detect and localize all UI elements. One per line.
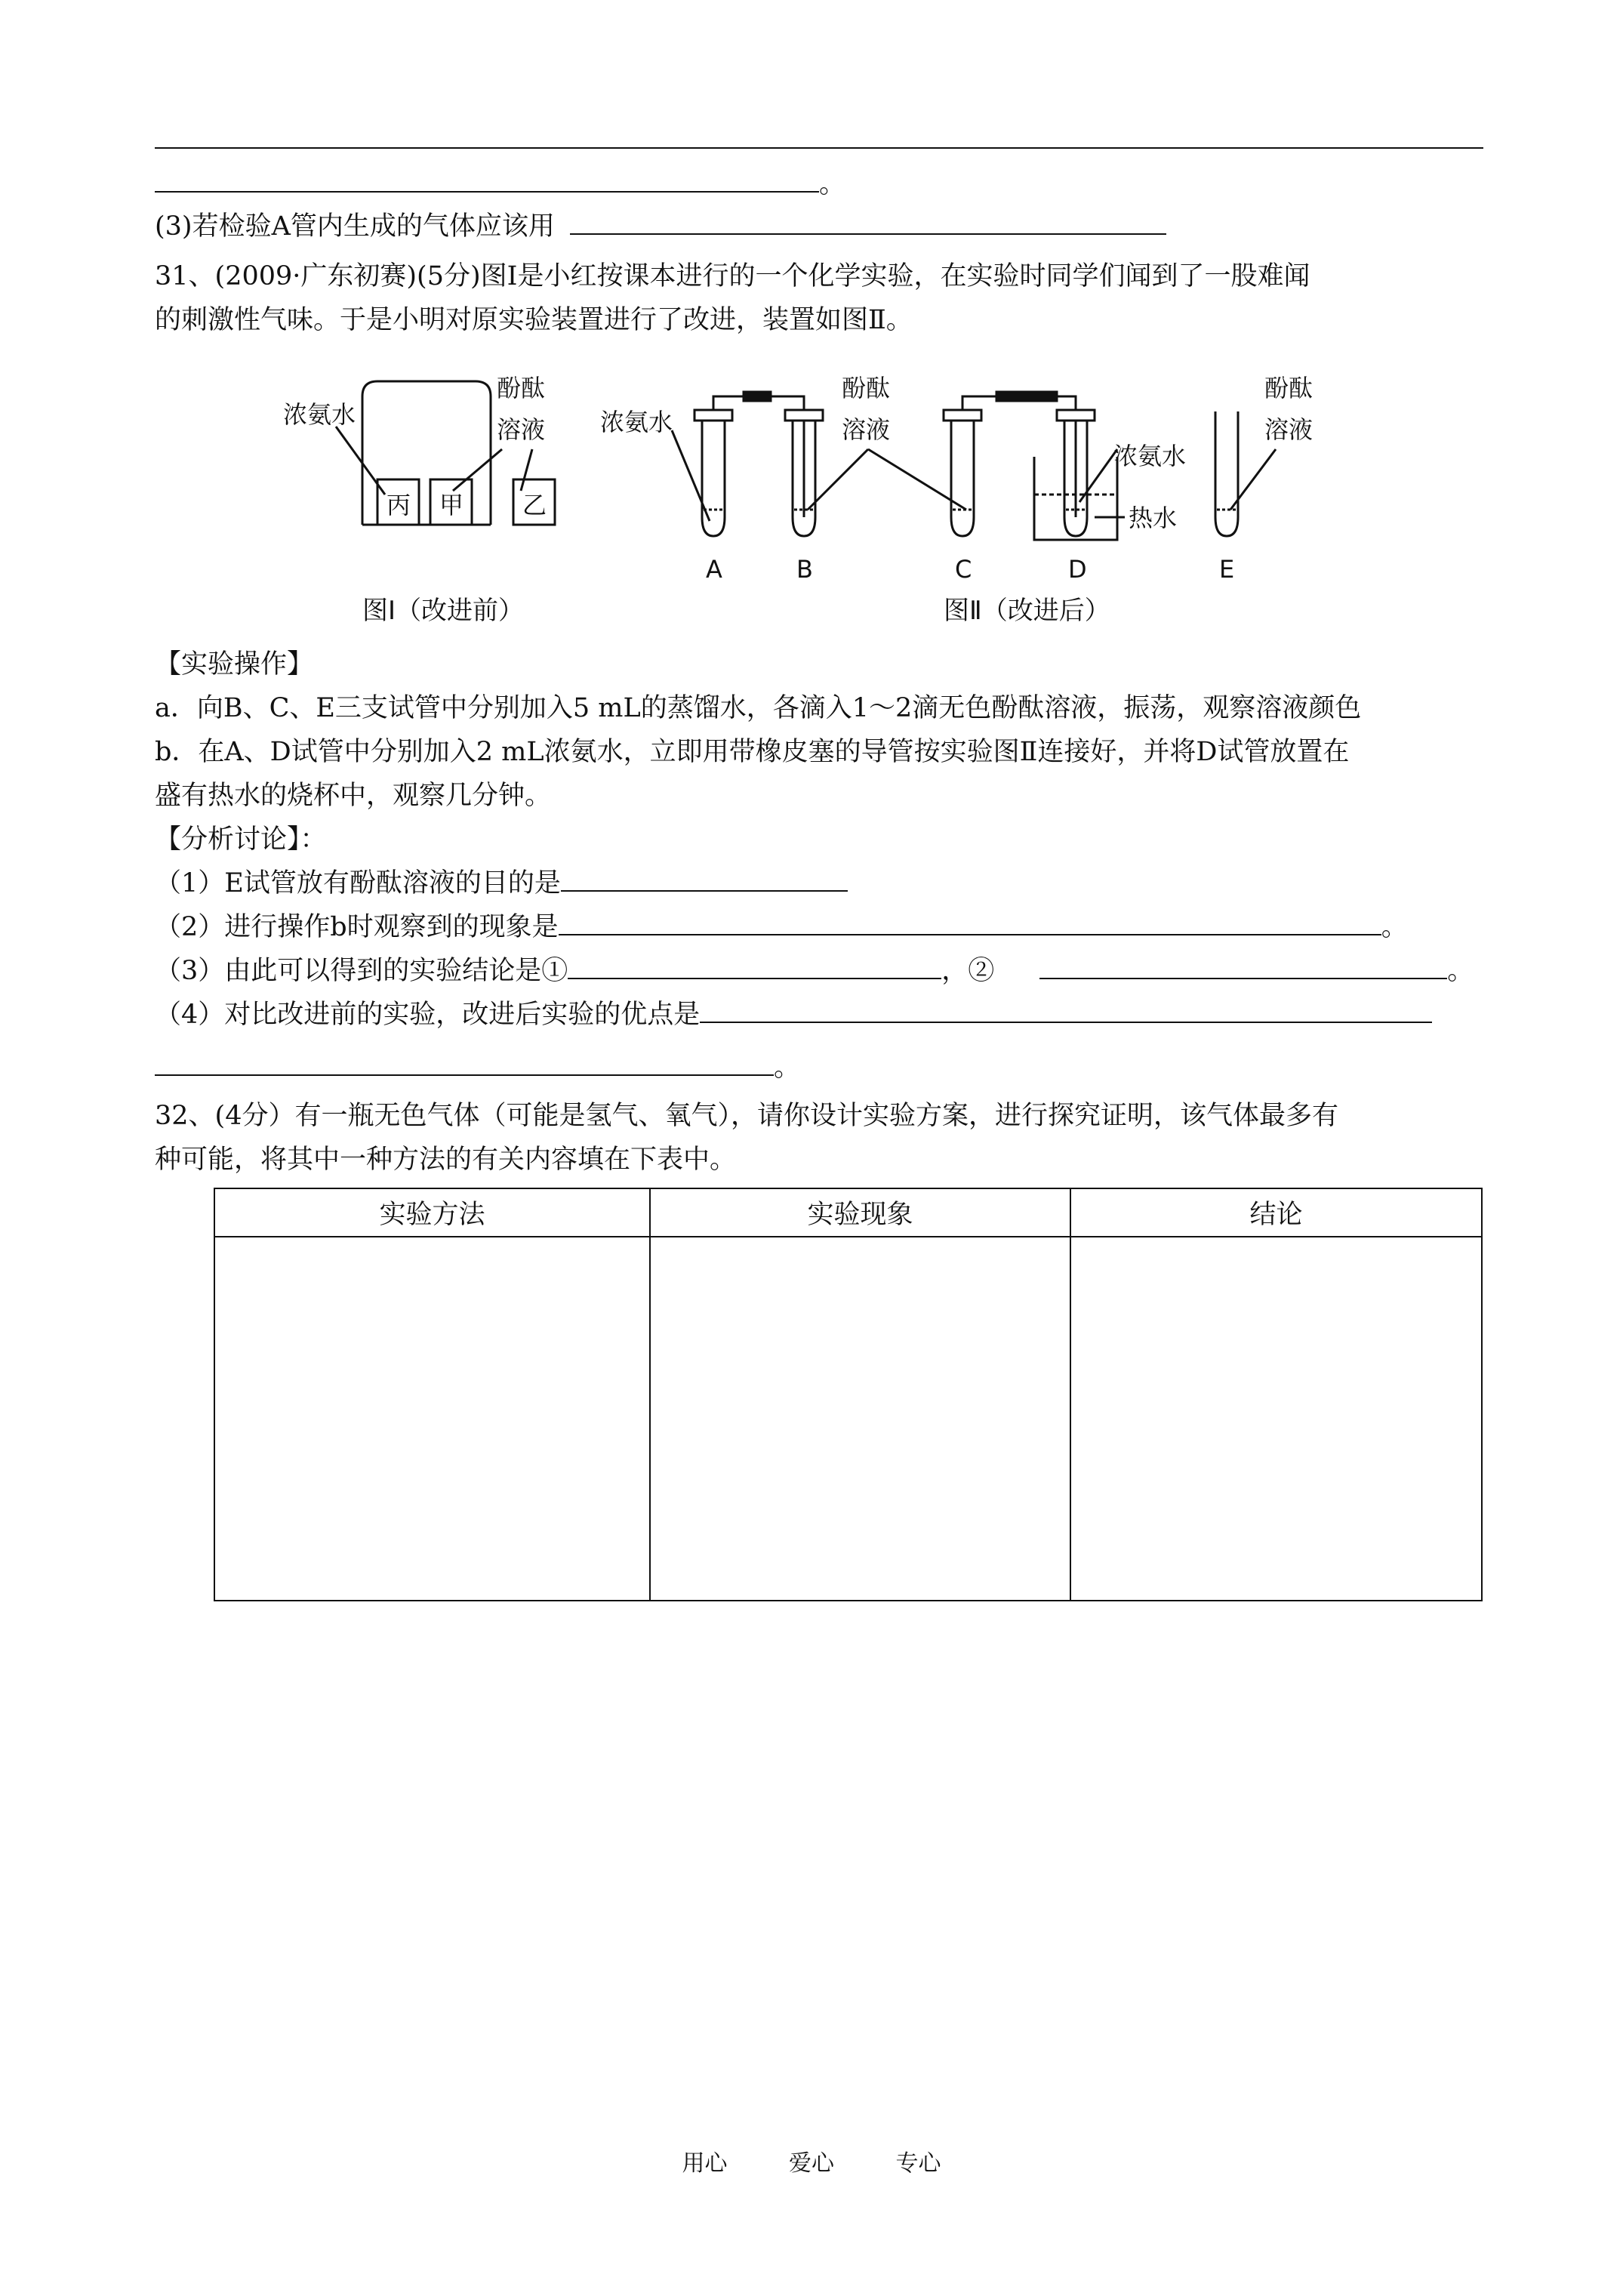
q31-intro-line2: 的刺激性气味。于是小明对原实验装置进行了改进，装置如图Ⅱ。 [155,305,913,335]
disc-item-3: （3）由此可以得到的实验结论是① ，② 。 [155,956,1474,986]
beaker-yi-label: 乙 [522,491,547,519]
q32-line1: 32、(4分）有一瓶无色气体（可能是氢气、氧气），请你设计实验方案，进行探究证明，该气体最多有 [155,1101,1338,1131]
disc-item-1: （1）E试管放有酚酞溶液的目的是 [155,867,848,900]
op-b-line1: b．在A、D试管中分别加入2 mL浓氨水，立即用带橡皮塞的导管按实验图Ⅱ连接好，并将D试管放置在 [155,737,1350,767]
tube-a [702,419,725,536]
q30-item3: (3)若检验A管内生成的气体应该用 [155,210,1166,243]
fig1-ammonia-label: 浓氨水 [283,400,356,429]
disc-3-blank-2[interactable] [1039,955,1447,979]
footer-word-2: 爱心 [789,2150,834,2177]
top-rule [155,147,1483,149]
experiment-figure [272,366,1344,630]
cell-conclusion[interactable] [1070,1237,1482,1601]
op-b-line2: 盛有热水的烧杯中，观察几分钟。 [155,781,552,811]
fig2-hot-water-label: 热水 [1129,504,1178,532]
header-method: 实验方法 [214,1188,650,1237]
cell-phenomenon[interactable] [650,1237,1070,1601]
answer-table-header [214,1188,1482,1237]
footer-word-1: 用心 [682,2150,728,2177]
header-phenomenon: 实验现象 [650,1188,1070,1237]
header-conclusion: 结论 [1070,1188,1482,1237]
q31-intro-line1: 31、(2009·广东初赛)(5分)图Ⅰ是小红按课本进行的一个化学实验，在实验时同学们闻到了一股难闻 [155,261,1310,291]
beaker-jia-label: 甲 [439,491,464,519]
tube-letter-b: B [796,555,813,584]
fig1-phenol-label-1: 酚酞 [497,374,546,402]
fig1-phenol-label-2: 溶液 [497,415,546,444]
q30-item3-blank[interactable] [570,211,1166,235]
beaker-bing-label: 丙 [387,491,411,519]
fig2-phenol-label-2: 溶液 [842,415,891,444]
disc-heading: 【分析讨论】： [155,824,327,855]
q32-line2: 种可能，将其中一种方法的有关内容填在下表中。 [155,1145,737,1175]
fig2-e-phenol-label-2: 溶液 [1264,415,1313,444]
tube-letter-a: A [706,555,722,584]
figure-caption-2: 图Ⅱ（改进后） [944,596,1110,626]
fig2-e-phenol-label-1: 酚酞 [1264,374,1313,402]
tube-e [1215,411,1238,536]
table-row [214,1237,1482,1601]
op-heading: 【实验操作】 [155,649,314,680]
fig2-phenol-label-1: 酚酞 [842,374,891,402]
disc-1-blank[interactable] [561,868,848,892]
cell-method[interactable] [214,1237,650,1601]
page-footer [0,2144,1623,2177]
disc-4-blank[interactable] [700,999,1432,1023]
answer-table [214,1188,1483,1601]
disc-4-blank-cont[interactable] [155,1052,774,1076]
disc-3-blank-1[interactable] [568,955,941,979]
disc-item-4-cont: 。 [155,1051,800,1084]
q30-answer-line: 。 [155,168,845,201]
figure-caption-1: 图Ⅰ（改进前） [362,596,525,626]
q30-blank[interactable] [155,168,819,193]
fig2-ammonia-label: 浓氨水 [600,408,673,436]
tube-letter-d: D [1068,555,1087,584]
fig2-d-ammonia-label: 浓氨水 [1113,442,1187,470]
disc-2-blank[interactable] [559,911,1381,935]
op-a: a．向B、C、E三支试管中分别加入5 mL的蒸馏水，各滴入1～2滴无色酚酞溶液，振荡，观察溶液颜色 [155,693,1362,723]
tube-letter-c: C [955,555,972,584]
tube-letter-e: E [1219,555,1235,584]
disc-item-2: （2）进行操作b时观察到的现象是 。 [155,912,1408,942]
footer-word-3: 专心 [895,2150,941,2177]
disc-item-4: （4）对比改进前的实验，改进后实验的优点是 [155,998,1432,1031]
tube-c [951,419,974,536]
